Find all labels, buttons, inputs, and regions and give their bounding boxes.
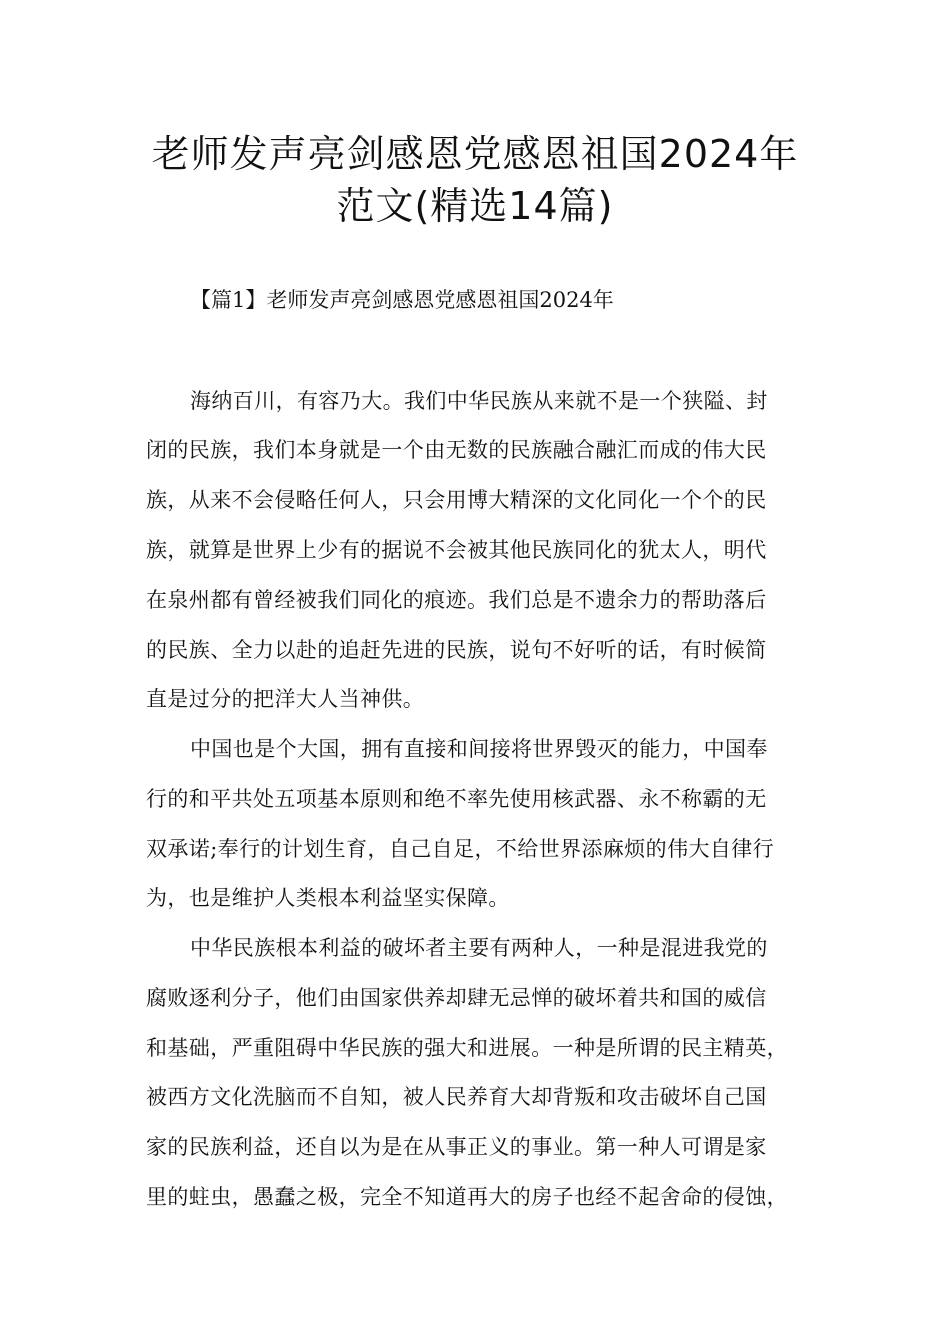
body-line: 在泉州都有曾经被我们同化的痕迹。我们总是不遗余力的帮助落后 — [146, 588, 767, 612]
section-heading: 【篇1】老师发声亮剑感恩党感恩祖国2024年 — [190, 288, 614, 312]
document-title-line-1: 老师发声亮剑感恩党感恩祖国2024年 — [151, 132, 799, 176]
body-line: 中华民族根本利益的破坏者主要有两种人，一种是混进我党的 — [190, 936, 768, 960]
body-line: 家的民族利益，还自以为是在从事正义的事业。第一种人可谓是家 — [146, 1135, 767, 1159]
body-line: 被西方文化洗脑而不自知，被人民养育大却背叛和攻击破坏自己国 — [146, 1085, 767, 1109]
body-line: 族，从来不会侵略任何人，只会用博大精深的文化同化一个个的民 — [146, 488, 767, 512]
body-line: 海纳百川，有容乃大。我们中华民族从来就不是一个狭隘、封 — [190, 389, 768, 413]
body-line: 闭的民族，我们本身就是一个由无数的民族融合融汇而成的伟大民 — [146, 438, 767, 462]
body-line: 族，就算是世界上少有的据说不会被其他民族同化的犹太人，明代 — [146, 538, 767, 562]
body-line: 直是过分的把洋大人当神供。 — [146, 687, 425, 711]
document-title-line-2: 范文(精选14篇) — [336, 184, 614, 228]
body-line: 双承诺;奉行的计划生育，自己自足，不给世界添麻烦的伟大自律行 — [146, 837, 775, 861]
body-line: 腐败逐利分子，他们由国家供养却肆无忌惮的破坏着共和国的威信 — [146, 986, 767, 1010]
body-line: 里的蛀虫，愚蠢之极，完全不知道再大的房子也经不起舍命的侵蚀， — [146, 1185, 788, 1209]
body-line: 中国也是个大国，拥有直接和间接将世界毁灭的能力，中国奉 — [190, 737, 768, 761]
body-line: 为，也是维护人类根本利益坚实保障。 — [146, 886, 510, 910]
body-line: 和基础，严重阻碍中华民族的强大和进展。一种是所谓的民主精英， — [146, 1036, 788, 1060]
body-line: 的民族、全力以赴的追赶先进的民族，说句不好听的话，有时候简 — [146, 638, 767, 662]
body-line: 行的和平共处五项基本原则和绝不率先使用核武器、永不称霸的无 — [146, 787, 767, 811]
